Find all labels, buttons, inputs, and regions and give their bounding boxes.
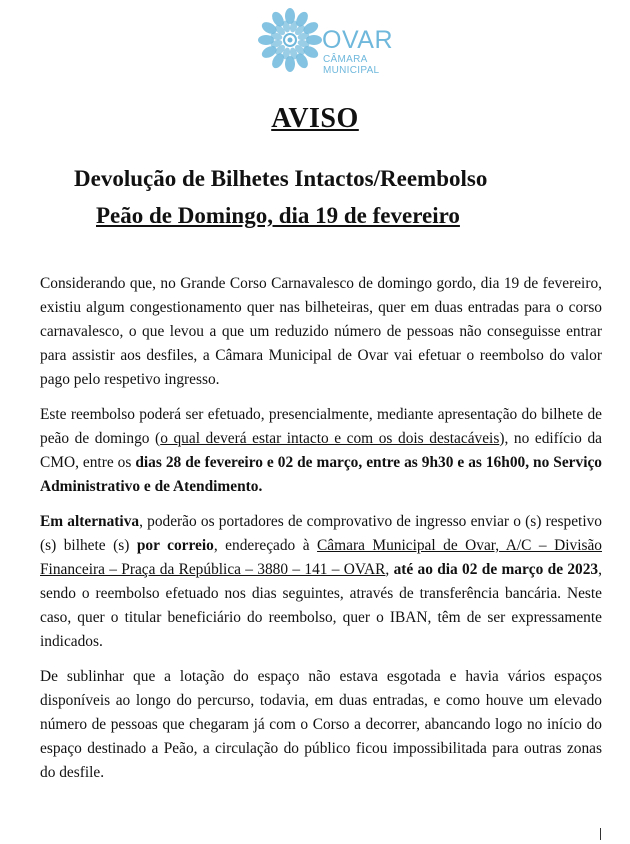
logo-name: OVAR — [322, 26, 393, 54]
ticket-condition-note: o qual deverá estar intacto e com os dois destacáveis — [160, 430, 500, 447]
p3-text-f: , — [385, 561, 394, 578]
p3-text-d: , endereçado à — [213, 537, 318, 554]
logo-subtitle-line-1: CÂMARA — [323, 54, 368, 65]
logo-subtitle-line-2: MUNICIPAL — [323, 65, 380, 76]
p2-text-a: Este reembolso poderá ser efetuado, presencialmente, mediante apresentação do bilhete de peão de domingo ( — [40, 406, 602, 447]
logo-subtitle — [323, 54, 379, 76]
notice-event-date: Peão de Domingo, dia 19 de fevereiro — [96, 203, 460, 228]
page-edge-mark — [600, 828, 601, 840]
notice-title: AVISO — [271, 103, 359, 134]
emblem-core — [288, 38, 293, 43]
p3-text-b: , poderão os portadores de comprovativo de ingresso enviar o (s) respetivo (s) bilhete (s) — [40, 513, 602, 554]
paragraph-clarification: De sublinhar que a lotação do espaço não estava esgotada e havia vários espaços disponíveis ao longo do percurso, todavia, em duas entradas, e como houve um elevado número de pessoas que chegaram já com o Corso a decorrer, abancando logo no início do espaço destinado a Peão, a circulação do público ficou impossibilitada para outras zonas do desfile. — [40, 668, 602, 781]
paragraph-mail-refund — [40, 510, 602, 654]
mail-deadline: até ao dia 02 de março de 2023 — [393, 561, 599, 578]
notice-subtitle: Devolução de Bilhetes Intactos/Reembolso — [74, 166, 488, 191]
p3-text-h: , sendo o reembolso efetuado nos dias seguintes, através de transferência bancária. Neste caso, quer o titular beneficiário do reembolso, quer o IBAN, têm de ser expressamente indicados. — [40, 561, 602, 650]
by-mail-label: por correio — [136, 537, 214, 554]
municipal-logo — [256, 6, 396, 78]
p2-text-c: ), no edifício da CMO, entre os — [40, 430, 602, 471]
paragraph-in-person-refund — [40, 403, 602, 499]
notice-body — [40, 272, 602, 796]
ovar-tile-emblem-icon — [256, 6, 324, 74]
postal-address: Câmara Municipal de Ovar, A/C – Divisão Financeira – Praça da República – 3880 – 141 – OVAR — [40, 537, 602, 578]
in-person-schedule: dias 28 de fevereiro e 02 de março, entre as 9h30 e as 16h00, no Serviço Administrativo e de Atendimento. — [40, 454, 602, 495]
paragraph-context: Considerando que, no Grande Corso Carnavalesco de domingo gordo, dia 19 de fevereiro, existiu algum congestionamento quer nas bilheteiras, quer em duas entradas para o corso carnavalesco, o que levou a que um reduzido número de pessoas não conseguisse entrar para assistir aos desfiles, a Câmara Municipal de Ovar vai efetuar o reembolso do valor pago pelo respetivo ingresso. — [40, 275, 602, 388]
alternative-label: Em alternativa — [40, 513, 140, 530]
